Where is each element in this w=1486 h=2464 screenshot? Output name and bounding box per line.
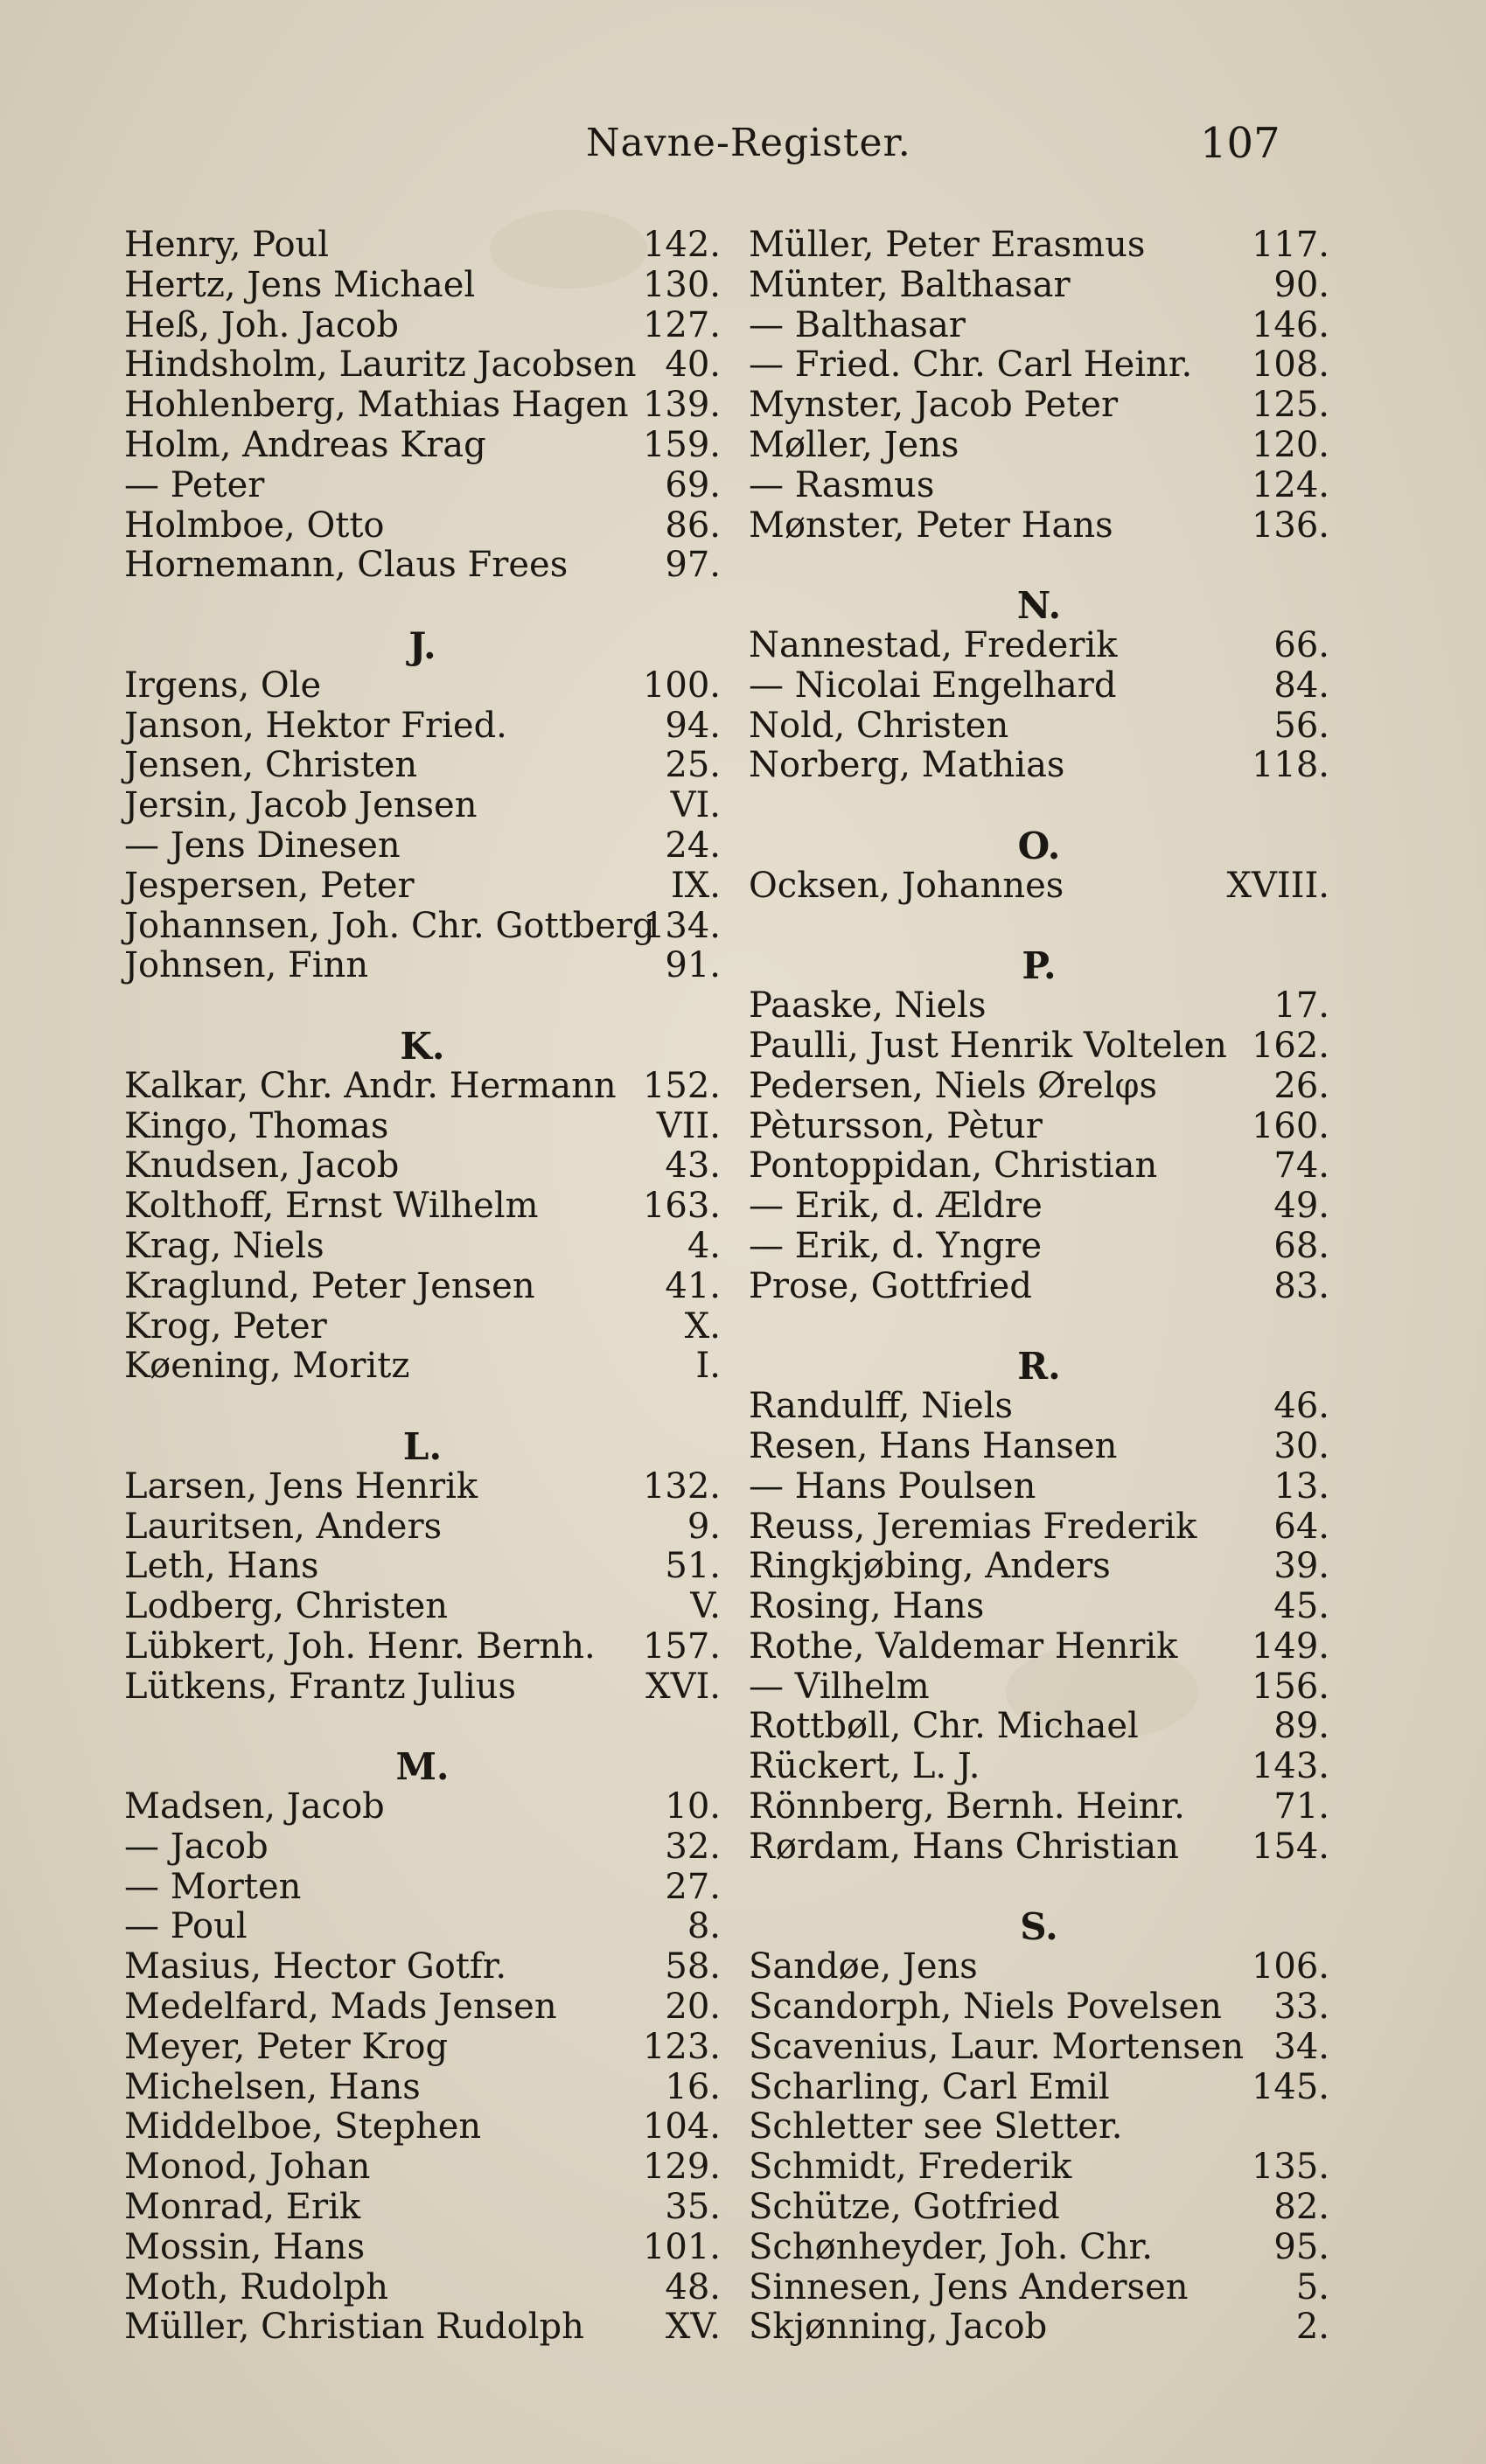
index-entry — [124, 506, 721, 546]
entry-reference-number: 16. — [665, 2066, 721, 2107]
index-entry — [124, 1547, 721, 1587]
index-entry — [749, 2147, 1329, 2188]
index-entry — [124, 1987, 721, 2028]
entry-name: Pedersen, Niels Ørelφs — [749, 1065, 1157, 1106]
entry-reference-number: XVIII. — [1226, 865, 1329, 906]
index-entry — [124, 2107, 721, 2147]
index-entry — [749, 666, 1329, 706]
entry-name: Hohlenberg, Mathias Hagen — [124, 385, 629, 426]
index-entry — [749, 1507, 1329, 1548]
index-column-right — [749, 226, 1329, 2348]
entry-reference-number: 8. — [687, 1906, 721, 1947]
index-entry — [749, 2188, 1329, 2228]
index-entry — [124, 1347, 721, 1387]
entry-reference-number: XVI. — [645, 1666, 721, 1707]
section-gap — [124, 1387, 721, 1427]
index-entry — [749, 1667, 1329, 1708]
index-entry — [124, 466, 721, 506]
entry-reference-number: 2. — [1295, 2307, 1329, 2348]
entry-name: — Poul — [124, 1906, 248, 1947]
entry-reference-number: 142. — [642, 225, 721, 265]
entry-reference-number: 124. — [1251, 464, 1329, 505]
entry-reference-number: 130. — [642, 264, 721, 305]
index-entry — [124, 1667, 721, 1708]
entry-name: — Jens Dinesen — [124, 825, 401, 866]
entry-name: Medelfard, Mads Jensen — [124, 1987, 557, 2028]
entry-name: Müller, Christian Rudolph — [124, 2307, 584, 2348]
entry-name: Moth, Rudolph — [124, 2266, 389, 2307]
index-entry — [124, 1947, 721, 1987]
section-gap — [124, 986, 721, 1027]
index-entry — [124, 907, 721, 947]
index-entry — [749, 1547, 1329, 1587]
entry-reference-number: 104. — [642, 2106, 721, 2147]
section-gap — [749, 907, 1329, 947]
section-letter-heading: O. — [1017, 824, 1061, 867]
entry-name: Larsen, Jens Henrik — [124, 1465, 478, 1507]
index-entry — [124, 1827, 721, 1868]
entry-reference-number: 84. — [1273, 665, 1329, 706]
entry-reference-number: 106. — [1251, 1946, 1329, 1987]
index-entry — [749, 986, 1329, 1027]
entry-name: Rørdam, Hans Christian — [749, 1826, 1179, 1867]
entry-name: Scandorph, Niels Povelsen — [749, 1987, 1222, 2028]
section-gap — [749, 1307, 1329, 1347]
entry-name: Mossin, Hans — [124, 2226, 366, 2267]
entry-reference-number: VII. — [656, 1105, 721, 1146]
entry-reference-number: 162. — [1251, 1025, 1329, 1066]
index-entry — [124, 386, 721, 426]
entry-name: Scavenius, Laur. Mortensen — [749, 2026, 1245, 2067]
index-entry — [124, 2068, 721, 2108]
entry-reference-number: 100. — [642, 665, 721, 706]
entry-name: Møller, Jens — [749, 424, 959, 465]
index-entry — [124, 867, 721, 907]
index-entry — [749, 746, 1329, 786]
entry-name: Monrad, Erik — [124, 2187, 361, 2228]
entry-reference-number: 152. — [642, 1065, 721, 1106]
entry-reference-number: 4. — [687, 1225, 721, 1266]
entry-name: Kraglund, Peter Jensen — [124, 1265, 535, 1306]
entry-reference-number: 26. — [1273, 1065, 1329, 1106]
entry-reference-number: 39. — [1273, 1546, 1329, 1587]
entry-name: Resen, Hans Hansen — [749, 1425, 1118, 1466]
entry-name: Monod, Johan — [124, 2147, 371, 2188]
entry-reference-number: 41. — [665, 1265, 721, 1306]
entry-reference-number: 46. — [1273, 1386, 1329, 1427]
index-entry — [124, 706, 721, 747]
entry-name: Pètursson, Pètur — [749, 1105, 1043, 1146]
entry-reference-number: V. — [690, 1586, 721, 1627]
entry-name: Hertz, Jens Michael — [124, 264, 476, 305]
index-entry — [749, 1787, 1329, 1827]
entry-name: — Fried. Chr. Carl Heinr. — [749, 345, 1193, 386]
entry-name: Sandøe, Jens — [749, 1946, 978, 1987]
entry-name: Scharling, Carl Emil — [749, 2066, 1110, 2107]
index-entry — [749, 626, 1329, 666]
entry-name: Middelboe, Stephen — [124, 2106, 482, 2147]
entry-name: Reuss, Jeremias Frederik — [749, 1506, 1197, 1547]
index-entry — [749, 1146, 1329, 1187]
entry-reference-number: 51. — [665, 1546, 721, 1587]
entry-reference-number: 108. — [1251, 345, 1329, 386]
index-entry — [749, 1707, 1329, 1747]
index-entry — [749, 1947, 1329, 1987]
entry-name: Pontoppidan, Christian — [749, 1145, 1158, 1187]
index-entry — [124, 2268, 721, 2308]
entry-reference-number: 117. — [1251, 225, 1329, 265]
entry-reference-number: 35. — [665, 2187, 721, 2228]
entry-reference-number: 157. — [642, 1625, 721, 1667]
entry-name: Paaske, Niels — [749, 985, 987, 1027]
entry-reference-number: 68. — [1273, 1225, 1329, 1266]
section-gap — [749, 1868, 1329, 1908]
entry-reference-number: 156. — [1251, 1666, 1329, 1707]
index-entry — [124, 1507, 721, 1548]
section-letter-heading: L. — [402, 1424, 443, 1468]
entry-reference-number: 129. — [642, 2147, 721, 2188]
index-entry — [749, 1267, 1329, 1307]
entry-name: Madsen, Jacob — [124, 1786, 385, 1827]
entry-reference-number: 32. — [665, 1826, 721, 1867]
entry-reference-number: X. — [684, 1305, 721, 1347]
index-entry — [749, 2268, 1329, 2308]
entry-name: Ocksen, Johannes — [749, 865, 1064, 906]
entry-name: Lodberg, Christen — [124, 1586, 448, 1627]
index-entry — [749, 386, 1329, 426]
index-entry — [124, 2188, 721, 2228]
entry-reference-number: 160. — [1251, 1105, 1329, 1146]
index-entry — [124, 1187, 721, 1227]
index-entry — [749, 1027, 1329, 1067]
entry-reference-number: 25. — [665, 745, 721, 786]
index-entry — [749, 2107, 1329, 2147]
index-entry — [749, 1627, 1329, 1667]
index-entry — [124, 2147, 721, 2188]
entry-name: Jensen, Christen — [124, 745, 418, 786]
entry-name: Rosing, Hans — [749, 1586, 985, 1627]
entry-name: — Nicolai Engelhard — [749, 665, 1117, 706]
entry-reference-number: 82. — [1273, 2187, 1329, 2228]
index-entry — [124, 1307, 721, 1347]
entry-reference-number: 139. — [642, 385, 721, 426]
entry-name: Henry, Poul — [124, 225, 330, 265]
index-entry — [749, 1227, 1329, 1267]
section-letter-heading: R. — [1017, 1345, 1061, 1389]
index-entry — [749, 1427, 1329, 1467]
index-entry — [749, 226, 1329, 266]
entry-name: Lübkert, Joh. Henr. Bernh. — [124, 1625, 596, 1667]
entry-reference-number: 27. — [665, 1866, 721, 1907]
entry-name: — Erik, d. Ældre — [749, 1186, 1043, 1227]
entry-name: Nold, Christen — [749, 705, 1009, 746]
entry-reference-number: 56. — [1273, 705, 1329, 746]
entry-reference-number: 69. — [665, 464, 721, 505]
entry-name: Jersin, Jacob Jensen — [124, 785, 478, 826]
entry-name: Leth, Hans — [124, 1546, 319, 1587]
entry-reference-number: 94. — [665, 705, 721, 746]
entry-reference-number: VI. — [670, 785, 721, 826]
section-letter-heading: M. — [395, 1745, 450, 1789]
index-entry — [749, 1187, 1329, 1227]
entry-name: Jespersen, Peter — [124, 865, 415, 906]
index-entry — [749, 2307, 1329, 2348]
entry-reference-number: 30. — [1273, 1425, 1329, 1466]
section-letter-heading: K. — [400, 1024, 445, 1068]
section-letter-heading: J. — [408, 623, 436, 667]
entry-name: Schletter see Sletter. — [749, 2106, 1123, 2147]
index-entry — [124, 826, 721, 867]
index-entry — [749, 706, 1329, 747]
index-entry — [124, 2028, 721, 2068]
section-letter-heading: P. — [1022, 944, 1057, 988]
running-title: Navne-Register. — [586, 121, 911, 165]
entry-reference-number: 89. — [1273, 1706, 1329, 1747]
entry-reference-number: 66. — [1273, 624, 1329, 665]
entry-reference-number: 17. — [1273, 985, 1329, 1027]
entry-reference-number: 71. — [1273, 1786, 1329, 1827]
entry-name: Masius, Hector Gotfr. — [124, 1946, 507, 1987]
index-entry — [124, 306, 721, 346]
index-entry — [749, 345, 1329, 386]
entry-name: Michelsen, Hans — [124, 2066, 421, 2107]
entry-reference-number: 127. — [642, 304, 721, 345]
entry-name: Norberg, Mathias — [749, 745, 1065, 786]
entry-name: Knudsen, Jacob — [124, 1145, 400, 1187]
index-entry — [124, 946, 721, 986]
index-entry — [749, 1587, 1329, 1627]
entry-name: Prose, Gottfried — [749, 1265, 1032, 1306]
entry-name: Irgens, Ole — [124, 665, 322, 706]
entry-reference-number: 143. — [1251, 1746, 1329, 1787]
entry-name: Mynster, Jacob Peter — [749, 385, 1119, 426]
entry-name: Rönnberg, Bernh. Heinr. — [749, 1786, 1185, 1827]
entry-reference-number: 86. — [665, 505, 721, 546]
entry-reference-number: 97. — [665, 545, 721, 586]
entry-name: Holm, Andreas Krag — [124, 424, 486, 465]
entry-name: — Balthasar — [749, 304, 966, 345]
entry-reference-number: IX. — [671, 865, 721, 906]
entry-name: Johannsen, Joh. Chr. Gottberg — [124, 905, 655, 946]
index-entry — [124, 426, 721, 466]
entry-reference-number: 120. — [1251, 424, 1329, 465]
entry-reference-number: I. — [695, 1346, 721, 1387]
entry-name: — Morten — [124, 1866, 302, 1907]
entry-reference-number: 49. — [1273, 1186, 1329, 1227]
entry-reference-number: 146. — [1251, 304, 1329, 345]
entry-name: Heß, Joh. Jacob — [124, 304, 399, 345]
entry-reference-number: 123. — [642, 2026, 721, 2067]
entry-name: Schmidt, Frederik — [749, 2147, 1072, 2188]
index-entry — [124, 2307, 721, 2348]
entry-reference-number: 64. — [1273, 1506, 1329, 1547]
entry-name: Krog, Peter — [124, 1305, 327, 1347]
entry-name: Paulli, Just Henrik Voltelen — [749, 1025, 1227, 1066]
entry-reference-number: 136. — [1251, 505, 1329, 546]
entry-name: Hindsholm, Lauritz Jacobsen — [124, 345, 637, 386]
entry-reference-number: 83. — [1273, 1265, 1329, 1306]
index-entry — [749, 1747, 1329, 1787]
entry-reference-number: 58. — [665, 1946, 721, 1987]
index-entry — [749, 1987, 1329, 2028]
index-entry — [124, 1467, 721, 1507]
entry-reference-number: 34. — [1273, 2026, 1329, 2067]
entry-name: Kolthoff, Ernst Wilhelm — [124, 1186, 539, 1227]
entry-name: Schønheyder, Joh. Chr. — [749, 2226, 1153, 2267]
entry-reference-number: 149. — [1251, 1625, 1329, 1667]
index-entry — [124, 266, 721, 306]
index-entry — [124, 546, 721, 586]
entry-reference-number: 74. — [1273, 1145, 1329, 1187]
index-entry — [749, 1107, 1329, 1147]
section-letter-heading: S. — [1020, 1905, 1058, 1949]
entry-reference-number: 125. — [1251, 385, 1329, 426]
entry-name: Johnsen, Finn — [124, 945, 369, 986]
index-entry — [124, 1267, 721, 1307]
index-entry — [749, 2028, 1329, 2068]
index-entry — [749, 1467, 1329, 1507]
index-entry — [124, 746, 721, 786]
entry-name: Rothe, Valdemar Henrik — [749, 1625, 1178, 1667]
entry-reference-number: 135. — [1251, 2147, 1329, 2188]
index-entry — [124, 1868, 721, 1908]
entry-name: Nannestad, Frederik — [749, 624, 1118, 665]
section-letter-heading: N. — [1016, 584, 1062, 628]
entry-name: Münter, Balthasar — [749, 264, 1071, 305]
index-entry — [124, 786, 721, 826]
index-entry — [124, 1587, 721, 1627]
entry-name: Mønster, Peter Hans — [749, 505, 1113, 546]
entry-name: — Jacob — [124, 1826, 269, 1867]
index-entry — [124, 1107, 721, 1147]
entry-reference-number: 91. — [665, 945, 721, 986]
entry-reference-number: 40. — [665, 345, 721, 386]
entry-name: Müller, Peter Erasmus — [749, 225, 1146, 265]
entry-name: — Rasmus — [749, 464, 935, 505]
entry-name: — Peter — [124, 464, 265, 505]
entry-reference-number: 101. — [642, 2226, 721, 2267]
entry-name: Lütkens, Frantz Julius — [124, 1666, 517, 1707]
index-entry — [749, 506, 1329, 546]
entry-name: Meyer, Peter Krog — [124, 2026, 449, 2067]
index-entry — [124, 1227, 721, 1267]
index-entry — [749, 2228, 1329, 2268]
entry-name: — Hans Poulsen — [749, 1465, 1036, 1507]
entry-reference-number: 154. — [1251, 1826, 1329, 1867]
index-entry — [124, 226, 721, 266]
section-gap — [124, 586, 721, 626]
entry-reference-number: 118. — [1251, 745, 1329, 786]
index-entry — [749, 466, 1329, 506]
index-entry — [749, 1827, 1329, 1868]
index-entry — [749, 1067, 1329, 1107]
entry-reference-number: 9. — [687, 1506, 721, 1547]
entry-reference-number: 95. — [1273, 2226, 1329, 2267]
entry-reference-number: 48. — [665, 2266, 721, 2307]
index-entry — [124, 345, 721, 386]
entry-name: — Erik, d. Yngre — [749, 1225, 1043, 1266]
entry-reference-number: 5. — [1295, 2266, 1329, 2307]
entry-name: Skjønning, Jacob — [749, 2307, 1048, 2348]
entry-name: Kingo, Thomas — [124, 1105, 389, 1146]
entry-reference-number: 132. — [642, 1465, 721, 1507]
index-entry — [749, 1387, 1329, 1427]
index-entry — [124, 1787, 721, 1827]
entry-name: Hornemann, Claus Frees — [124, 545, 569, 586]
entry-reference-number: 20. — [665, 1987, 721, 2028]
index-entry — [124, 2228, 721, 2268]
entry-reference-number: 43. — [665, 1145, 721, 1187]
entry-reference-number: 134. — [642, 905, 721, 946]
entry-reference-number: 163. — [642, 1186, 721, 1227]
entry-reference-number: 10. — [665, 1786, 721, 1827]
index-entry — [749, 2068, 1329, 2108]
index-entry — [749, 867, 1329, 907]
entry-name: Køening, Moritz — [124, 1346, 410, 1387]
index-column-left — [124, 226, 721, 2348]
index-entry — [749, 426, 1329, 466]
index-entry — [124, 1067, 721, 1107]
entry-reference-number: 90. — [1273, 264, 1329, 305]
entry-name: Holmboe, Otto — [124, 505, 385, 546]
entry-reference-number: 24. — [665, 825, 721, 866]
index-entry — [124, 666, 721, 706]
entry-reference-number: 13. — [1273, 1465, 1329, 1507]
section-gap — [749, 786, 1329, 826]
entry-name: — Vilhelm — [749, 1666, 930, 1707]
entry-reference-number: 159. — [642, 424, 721, 465]
entry-reference-number: 33. — [1273, 1987, 1329, 2028]
entry-reference-number: 45. — [1273, 1586, 1329, 1627]
entry-reference-number: XV. — [665, 2307, 721, 2348]
entry-name: Rückert, L. J. — [749, 1746, 980, 1787]
page-number: 107 — [1200, 119, 1280, 168]
index-entry — [749, 306, 1329, 346]
section-gap — [749, 546, 1329, 586]
entry-name: Janson, Hektor Fried. — [124, 705, 507, 746]
page-header — [0, 114, 1486, 184]
entry-name: Kalkar, Chr. Andr. Hermann — [124, 1065, 617, 1106]
index-entry — [124, 1146, 721, 1187]
entry-name: Lauritsen, Anders — [124, 1506, 443, 1547]
entry-name: Rottbøll, Chr. Michael — [749, 1706, 1139, 1747]
entry-name: Randulff, Niels — [749, 1386, 1014, 1427]
entry-name: Schütze, Gotfried — [749, 2187, 1060, 2228]
entry-name: Krag, Niels — [124, 1225, 324, 1266]
index-entry — [124, 1907, 721, 1947]
section-gap — [124, 1707, 721, 1747]
index-entry — [749, 266, 1329, 306]
index-entry — [124, 1627, 721, 1667]
entry-name: Ringkjøbing, Anders — [749, 1546, 1111, 1587]
entry-reference-number: 145. — [1251, 2066, 1329, 2107]
entry-name: Sinnesen, Jens Andersen — [749, 2266, 1189, 2307]
